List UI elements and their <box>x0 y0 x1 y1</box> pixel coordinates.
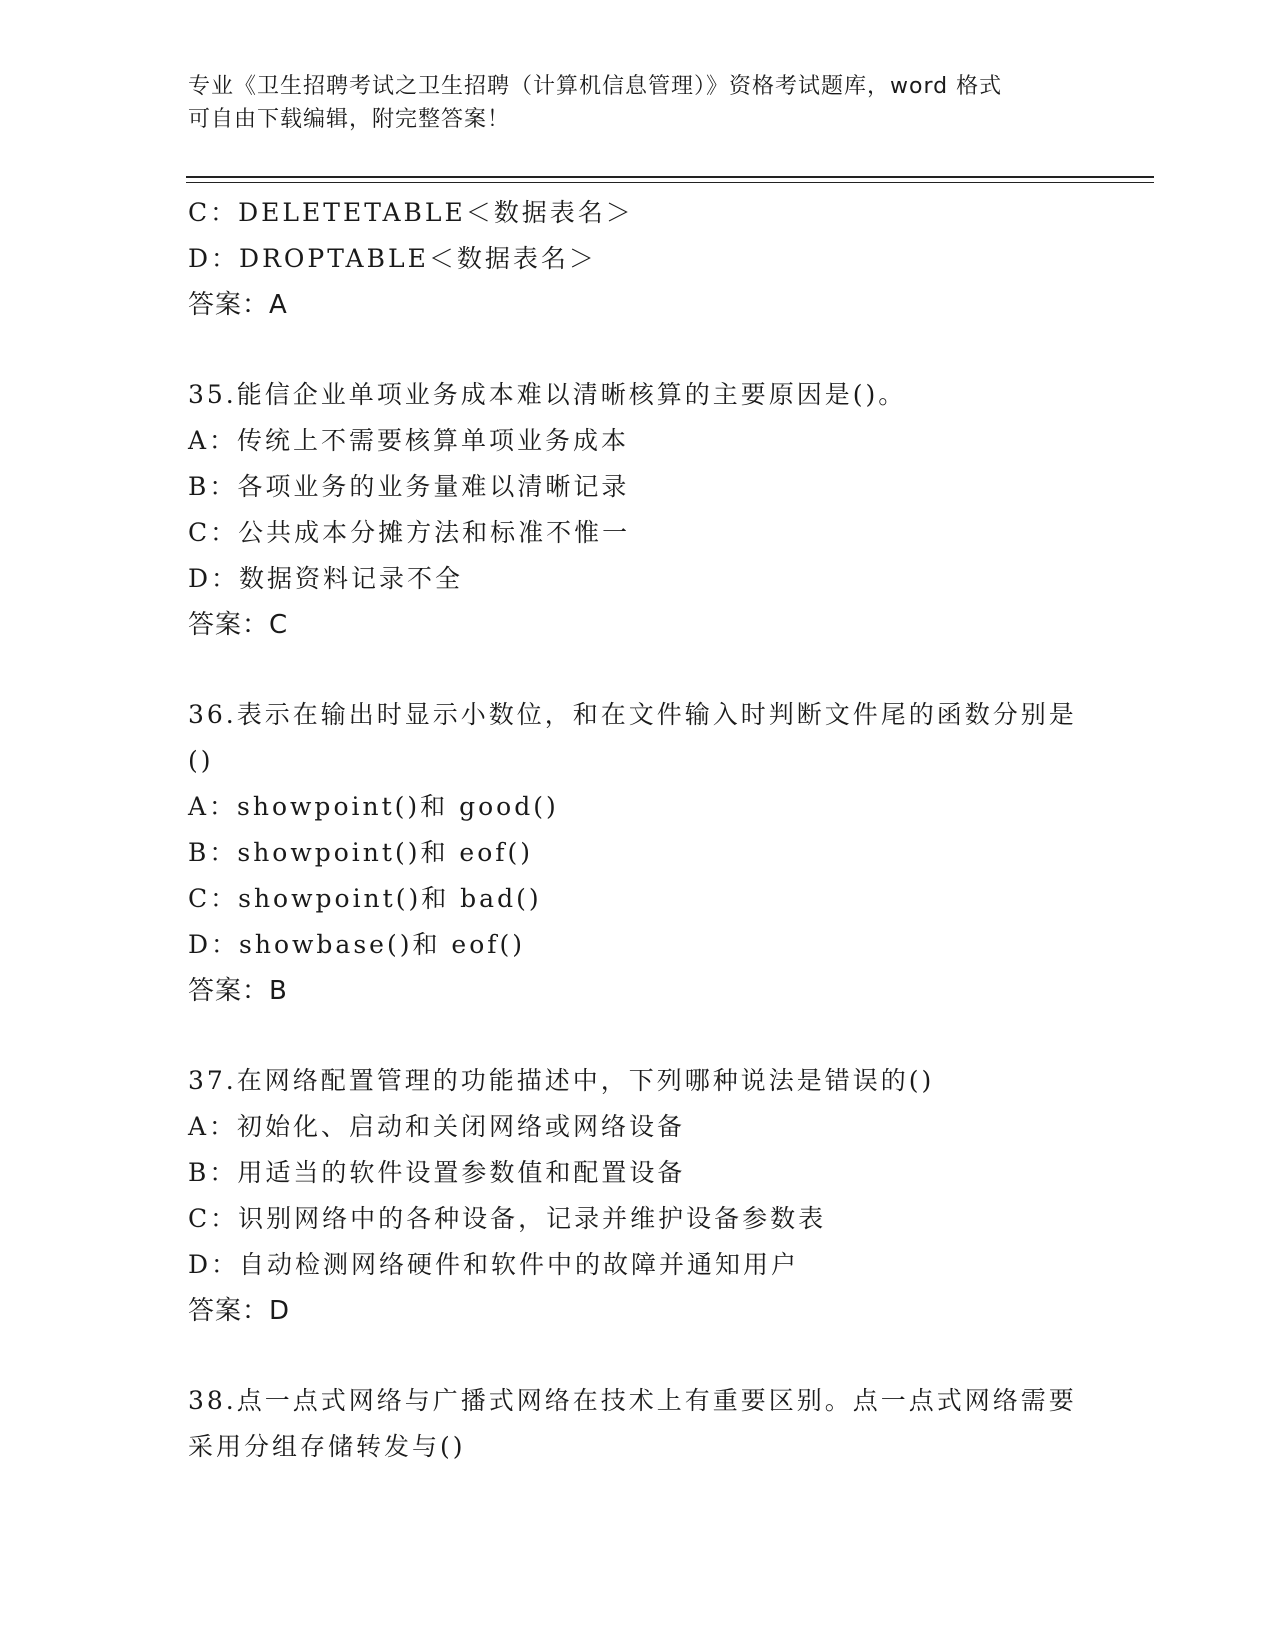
header-rule-thin <box>186 182 1154 183</box>
answer-label: 答案：C <box>188 610 289 640</box>
answer-label: 答案：A <box>188 290 288 320</box>
question-stem-38: 38.点一点式网络与广播式网络在技术上有重要区别。点一点式网络需要采用分组存储转发与() <box>188 1386 1077 1461</box>
option-a: A：传统上不需要核算单项业务成本 <box>188 426 630 455</box>
option-b: B：用适当的软件设置参数值和配置设备 <box>188 1158 686 1187</box>
answer-label: 答案：D <box>188 1296 291 1326</box>
question-stem-36: 36.表示在输出时显示小数位，和在文件输入时判断文件尾的函数分别是() <box>188 700 1077 775</box>
option-b: B：showpoint()和 eof() <box>188 838 534 867</box>
question-stem-37: 37.在网络配置管理的功能描述中，下列哪种说法是错误的() <box>188 1066 935 1095</box>
option-d: D：数据资料记录不全 <box>188 564 464 593</box>
option-c: C：DELETETABLE＜数据表名＞ <box>188 198 634 227</box>
option-a: A：初始化、启动和关闭网络或网络设备 <box>188 1112 686 1141</box>
option-d: D：DROPTABLE＜数据表名＞ <box>188 244 597 273</box>
spacer <box>188 328 1088 372</box>
spacer <box>188 1014 1088 1058</box>
document-header <box>188 70 1068 136</box>
spacer <box>188 648 1088 692</box>
option-c: C：识别网络中的各种设备，记录并维护设备参数表 <box>188 1204 827 1233</box>
header-line-2: 可自由下载编辑，附完整答案！ <box>188 107 511 132</box>
option-c: C：showpoint()和 bad() <box>188 884 542 913</box>
option-d: D：showbase()和 eof() <box>188 930 526 959</box>
answer-label: 答案：B <box>188 976 288 1006</box>
option-d: D：自动检测网络硬件和软件中的故障并通知用户 <box>188 1250 800 1279</box>
option-b: B：各项业务的业务量难以清晰记录 <box>188 472 630 501</box>
spacer <box>188 1334 1088 1378</box>
option-a: A：showpoint()和 good() <box>188 792 559 821</box>
question-list <box>188 190 1088 1470</box>
header-line-1: 专业《卫生招聘考试之卫生招聘（计算机信息管理）》资格考试题库，word 格式 <box>188 74 1003 99</box>
option-c: C：公共成本分摊方法和标准不惟一 <box>188 518 631 547</box>
question-stem-35: 35.能信企业单项业务成本难以清晰核算的主要原因是()。 <box>188 380 907 409</box>
header-rule-thick <box>186 176 1154 178</box>
